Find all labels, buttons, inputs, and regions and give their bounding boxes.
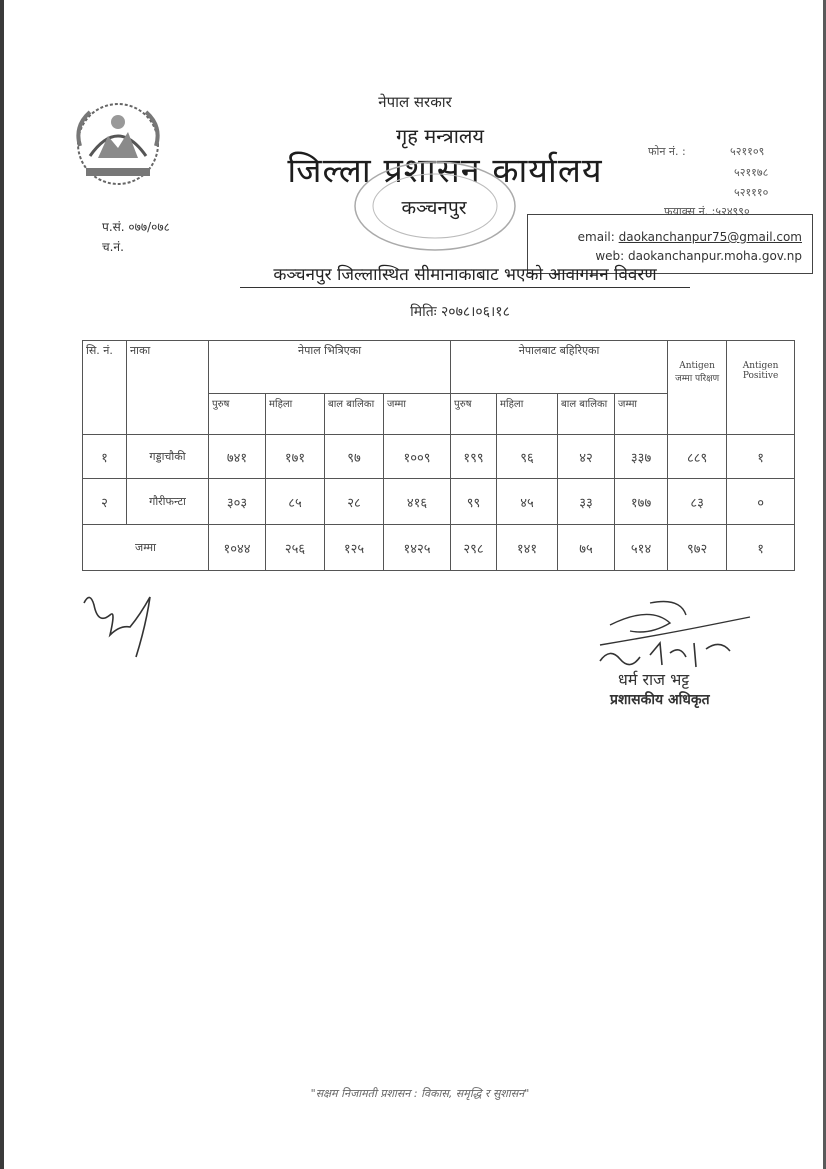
office-name: जिल्ला प्रशासन कार्यालय bbox=[287, 151, 603, 191]
cell-in-male: ७४१ bbox=[209, 435, 266, 479]
cell-total-out-male: २९८ bbox=[451, 525, 497, 571]
movement-table bbox=[82, 340, 795, 571]
signatory-name: धर्म राज भट्ट bbox=[618, 670, 690, 689]
subheader-female-in: महिला bbox=[266, 394, 325, 435]
cell-antigen-positive: ० bbox=[727, 479, 795, 525]
cell-antigen-total: ८३ bbox=[668, 479, 727, 525]
cell-out-total: १७७ bbox=[615, 479, 668, 525]
cell-in-total: १००९ bbox=[384, 435, 451, 479]
cell-total-antigen-positive: १ bbox=[727, 525, 795, 571]
cell-total-in-male: १०४४ bbox=[209, 525, 266, 571]
phone-label: फोन नं. : bbox=[648, 145, 686, 158]
cell-total-antigen-total: ९७२ bbox=[668, 525, 727, 571]
phone-number-3: ५२१११० bbox=[734, 186, 769, 199]
cell-out-male: ९९ bbox=[451, 479, 497, 525]
fax-number: फयाक्स नं. :५२४९९० bbox=[664, 205, 750, 218]
cell-out-male: १९९ bbox=[451, 435, 497, 479]
table-row bbox=[83, 479, 795, 525]
cell-out-total: ३३७ bbox=[615, 435, 668, 479]
email-label: email: bbox=[577, 230, 615, 244]
header-sn: सि. नं. bbox=[83, 341, 127, 435]
email-link[interactable]: daokanchanpur75@gmail.com bbox=[618, 230, 802, 244]
subheader-child-in: बाल बालिका bbox=[325, 394, 384, 435]
cell-out-female: ९६ bbox=[497, 435, 558, 479]
header-naka: नाका bbox=[127, 341, 209, 435]
subheader-female-out: महिला bbox=[497, 394, 558, 435]
cell-total-in-female: २५६ bbox=[266, 525, 325, 571]
cell-total-label: जम्मा bbox=[83, 525, 209, 571]
email-line bbox=[540, 230, 802, 244]
cell-out-child: ४२ bbox=[558, 435, 615, 479]
header-exited-nepal: नेपालबाट बहिरिएका bbox=[451, 341, 668, 394]
scan-edge-left bbox=[0, 0, 4, 1169]
cell-in-child: २८ bbox=[325, 479, 384, 525]
dispatch-number: च.नं. bbox=[102, 240, 124, 254]
cell-antigen-total: ८८९ bbox=[668, 435, 727, 479]
footer-motto: "सक्षम निजामती प्रशासन : विकास, समृद्धि र सुशासन" bbox=[310, 1087, 530, 1100]
signatory-post: प्रशासकीय अधिकृत bbox=[610, 692, 710, 708]
website-line[interactable]: web: daokanchanpur.moha.gov.np bbox=[595, 249, 802, 263]
nepal-emblem-icon bbox=[68, 96, 168, 192]
cell-total-in-child: १२५ bbox=[325, 525, 384, 571]
cell-out-female: ४५ bbox=[497, 479, 558, 525]
header-antigen-total: Antigen जम्मा परिक्षण bbox=[668, 341, 727, 435]
table-total-row bbox=[83, 525, 795, 571]
cell-total-out-female: १४१ bbox=[497, 525, 558, 571]
cell-sn: १ bbox=[83, 435, 127, 479]
phone-number-2: ५२११७८ bbox=[734, 166, 769, 179]
cell-in-female: ८५ bbox=[266, 479, 325, 525]
subheader-male-in: पुरुष bbox=[209, 394, 266, 435]
header-entered-nepal: नेपाल भित्रिएका bbox=[209, 341, 451, 394]
cell-antigen-positive: १ bbox=[727, 435, 795, 479]
district-name: कञ्चनपुर bbox=[401, 197, 467, 219]
phone-number-1: ५२११०९ bbox=[730, 145, 765, 158]
document-date: मितिः २०७८।०६।१८ bbox=[410, 304, 510, 320]
subheader-total-in: जम्मा bbox=[384, 394, 451, 435]
table-row bbox=[83, 435, 795, 479]
government-name: नेपाल सरकार bbox=[378, 93, 452, 111]
subheader-child-out: बाल बालिका bbox=[558, 394, 615, 435]
subheader-male-out: पुरुष bbox=[451, 394, 497, 435]
cell-sn: २ bbox=[83, 479, 127, 525]
cell-in-male: ३०३ bbox=[209, 479, 266, 525]
cell-naka: गड्डाचौकी bbox=[127, 435, 209, 479]
signature-left-icon bbox=[80, 585, 180, 665]
cell-total-out-total: ५१४ bbox=[615, 525, 668, 571]
table-header-row bbox=[83, 341, 795, 394]
cell-naka: गौरीफन्टा bbox=[127, 479, 209, 525]
reference-number: प.सं. ०७७/०७८ bbox=[102, 220, 170, 234]
cell-in-total: ४१६ bbox=[384, 479, 451, 525]
cell-in-child: ९७ bbox=[325, 435, 384, 479]
cell-total-in-total: १४२५ bbox=[384, 525, 451, 571]
header-antigen-positive: Antigen Positive bbox=[727, 341, 795, 435]
cell-total-out-child: ७५ bbox=[558, 525, 615, 571]
subheader-total-out: जम्मा bbox=[615, 394, 668, 435]
ministry-name: गृह मन्त्रालय bbox=[395, 124, 485, 148]
cell-out-child: ३३ bbox=[558, 479, 615, 525]
cell-in-female: १७१ bbox=[266, 435, 325, 479]
document-title: कञ्चनपुर जिल्लास्थित सीमानाकाबाट भएको आवागमन विवरण bbox=[240, 262, 690, 288]
